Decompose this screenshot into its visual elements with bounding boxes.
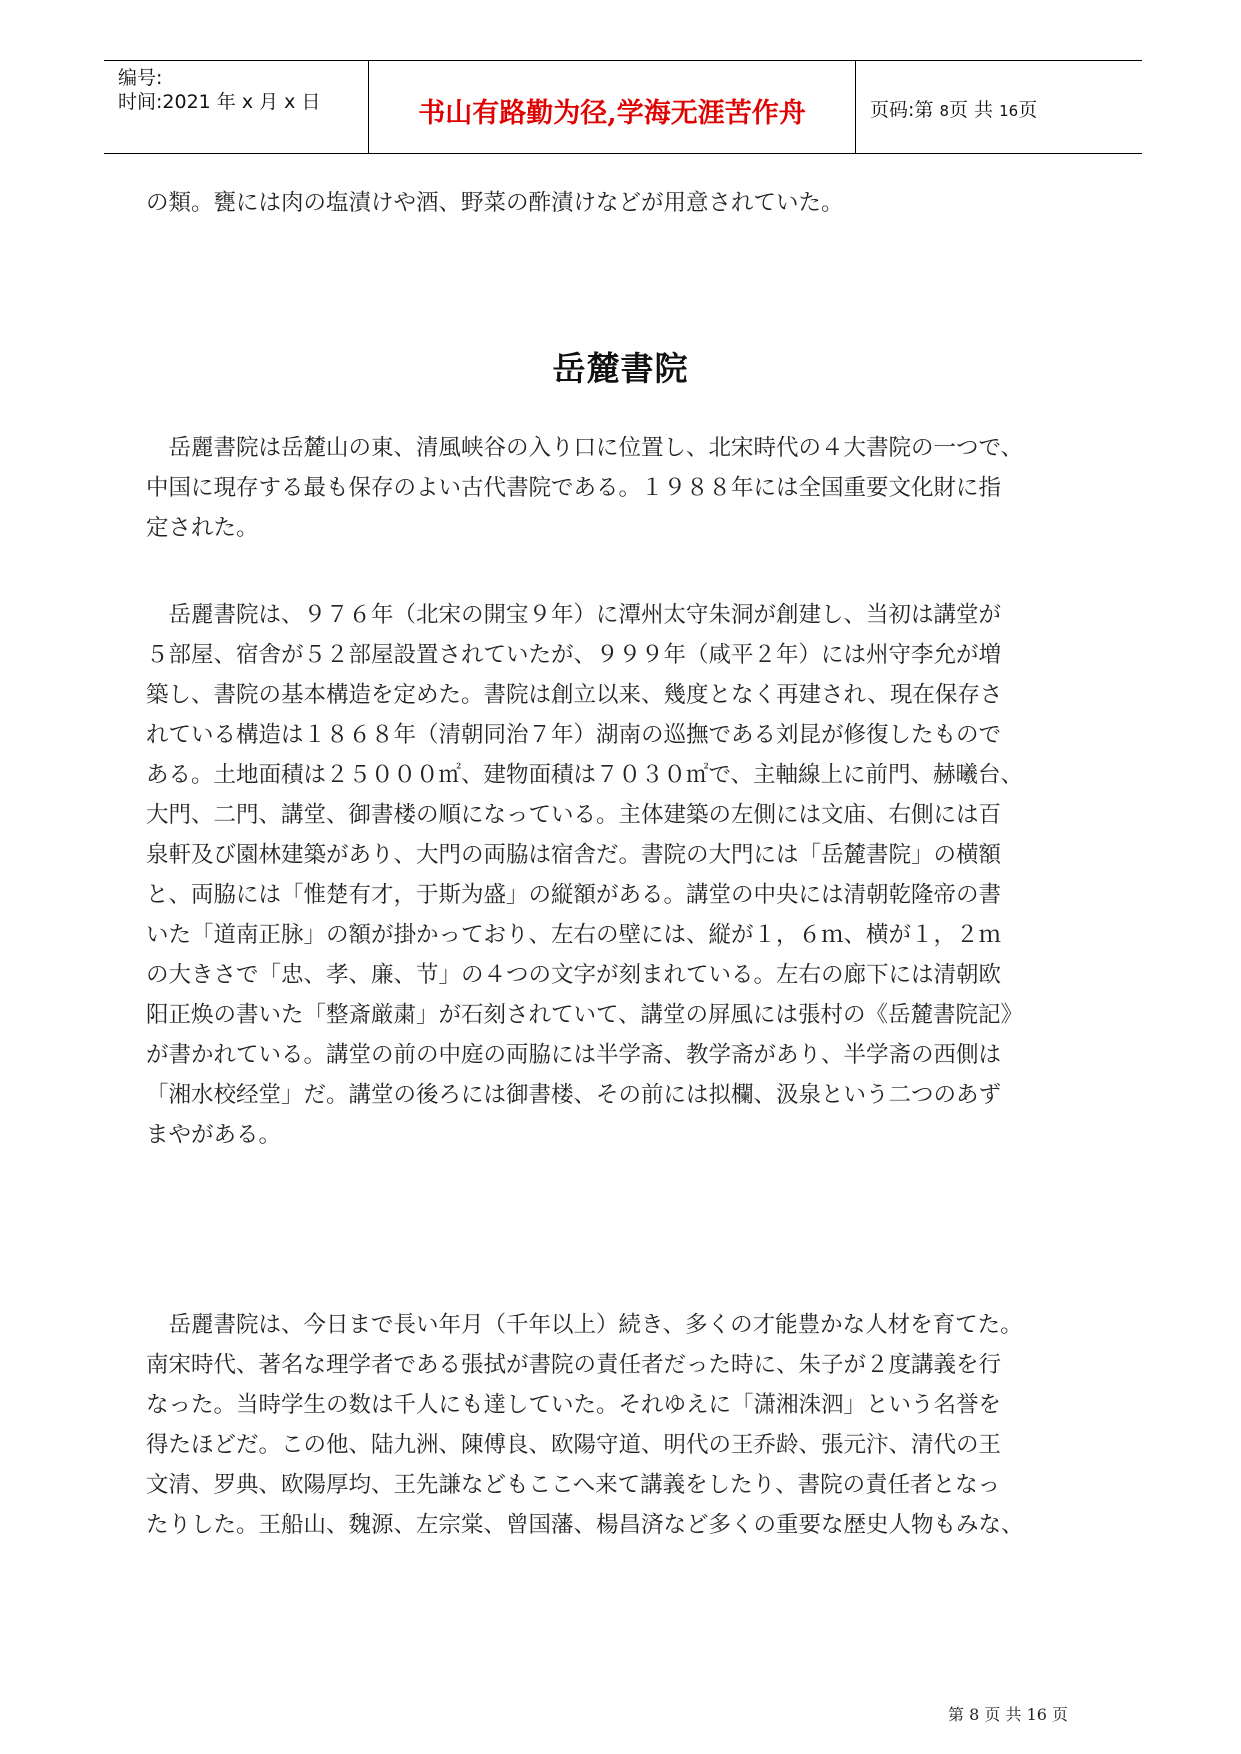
header-page-mid: 页 共 bbox=[949, 99, 1000, 121]
text-line: の大きさで「忠、孝、廉、节」の４つの文字が刻まれている。左右の廊下には清朝欧 bbox=[146, 962, 1002, 988]
paragraph-2 bbox=[146, 595, 1092, 1155]
text-line: 大門、二門、講堂、御書楼の順になっている。主体建築の左側には文庙、右側には百 bbox=[146, 802, 1002, 828]
intro-paragraph bbox=[146, 183, 1092, 223]
id-label: 编号: bbox=[118, 67, 163, 89]
text-line: 「湘水校经堂」だ。講堂の後ろには御書楼、その前には拟欄、汲泉という二つのあず bbox=[146, 1082, 1002, 1108]
text-line: 中国に現存する最も保存のよい古代書院である。１９８８年には全国重要文化財に指 bbox=[146, 475, 1002, 501]
text-line: 文清、罗典、欧陽厚均、王先謙などもここへ来て講義をしたり、書院の責任者となっ bbox=[146, 1472, 1001, 1498]
header-motto-cell bbox=[369, 61, 856, 153]
text-line: 岳麗書院は、今日まで長い年月（千年以上）続き、多くの才能豊かな人材を育てた。 bbox=[146, 1312, 1023, 1338]
text-line: れている構造は１８６８年（清朝同治７年）湖南の巡撫である刘昆が修復したもので bbox=[146, 722, 1002, 748]
header-meta-cell bbox=[104, 61, 369, 153]
footer-page-total: 16 bbox=[1026, 1705, 1047, 1724]
footer-prefix: 第 bbox=[948, 1705, 965, 1724]
text-line: 岳麗書院は岳麓山の東、清風峡谷の入り口に位置し、北宋時代の４大書院の一つで、 bbox=[146, 435, 1024, 461]
text-line: たりした。王船山、魏源、左宗棠、曾国藩、楊昌済など多くの重要な歴史人物もみな、 bbox=[146, 1512, 1024, 1538]
text-line: ある。土地面積は２５０００㎡、建物面積は７０３０㎡で、主軸線上に前門、赫曦台、 bbox=[146, 762, 1024, 788]
header-page-cell bbox=[856, 61, 1142, 153]
time-label: 时间:2021 年 x 月 x 日 bbox=[118, 91, 321, 113]
text-line: ５部屋、宿舎が５２部屋設置されていたが、９９９年（咸平２年）には州守李允が増 bbox=[146, 642, 1002, 668]
text-line: 岳麗書院は、９７６年（北宋の開宝９年）に潭州太守朱洞が創建し、当初は講堂が bbox=[146, 602, 1002, 628]
text-line: 南宋時代、著名な理学者である張拭が書院の責任者だった時に、朱子が２度講義を行 bbox=[146, 1352, 1002, 1378]
paragraph-1 bbox=[146, 428, 1092, 548]
footer-page-number: 8 bbox=[969, 1705, 980, 1724]
footer-mid: 页 共 bbox=[984, 1705, 1022, 1724]
text-line: が書かれている。講堂の前の中庭の両脇には半学斋、教学斋があり、半学斋の西側は bbox=[146, 1042, 1002, 1068]
header-page-total: 16 bbox=[999, 102, 1019, 120]
paragraph-3 bbox=[146, 1305, 1092, 1545]
text-line: の類。甕には肉の塩漬けや酒、野菜の酢漬けなどが用意されていた。 bbox=[146, 190, 844, 216]
header-page-number: 8 bbox=[939, 102, 949, 120]
text-line: 得たほどだ。この他、陆九洲、陳傅良、欧陽守道、明代の王乔龄、張元汴、清代の王 bbox=[146, 1432, 1002, 1458]
text-line: まやがある。 bbox=[146, 1122, 282, 1148]
header-page-suffix: 页 bbox=[1018, 99, 1038, 121]
motto: 书山有路勤为径,学海无涯苦作舟 bbox=[418, 98, 806, 129]
text-line: 泉軒及び園林建築があり、大門の両脇は宿舎だ。書院の大門には「岳麓書院」の横額 bbox=[146, 842, 1002, 868]
footer-suffix: 页 bbox=[1052, 1705, 1069, 1724]
header-page-prefix: 页码:第 bbox=[870, 99, 940, 121]
page-title: 岳麓書院 bbox=[552, 349, 689, 388]
text-line: いた「道南正脉」の額が掛かっており、左右の壁には、縦が１，６ｍ、横が１，２ｍ bbox=[146, 922, 1002, 948]
page-footer bbox=[948, 1702, 1068, 1725]
header-page-info bbox=[870, 95, 1037, 122]
text-line: 阳正焕の書いた「整斎厳粛」が石刻されていて、講堂の屏風には張村の《岳麓書院記》 bbox=[146, 1002, 1024, 1028]
text-line: 築し、書院の基本構造を定めた。書院は創立以来、幾度となく再建され、現在保存さ bbox=[146, 682, 1003, 708]
text-line: なった。当時学生の数は千人にも達していた。それゆえに「潇湘洙泗」という名誉を bbox=[146, 1392, 1002, 1418]
text-line: と、両脇には「惟楚有才，于斯为盛」の縦額がある。講堂の中央には清朝乾隆帝の書 bbox=[146, 882, 1002, 908]
document-header bbox=[104, 60, 1142, 154]
text-line: 定された。 bbox=[146, 515, 259, 541]
